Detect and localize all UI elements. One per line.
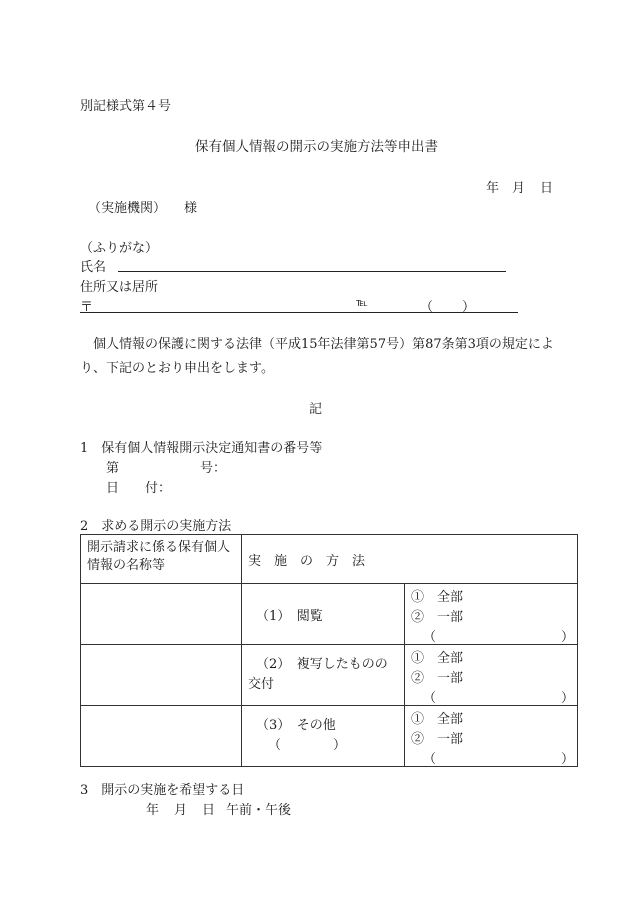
method-table: [80, 534, 578, 767]
section3-title: 3 開示の実施を希望する日: [80, 783, 245, 798]
tel-paren-close: ）: [462, 300, 476, 315]
method-label: （1） 閲覧: [256, 608, 323, 624]
section1-number-prefix: 第: [106, 461, 120, 476]
addressee-honorific: 様: [184, 201, 198, 216]
option-paren-open: （: [423, 691, 437, 706]
section2-title: 2 求める開示の実施方法: [80, 519, 232, 534]
name-underline: [118, 271, 506, 272]
address-label: 住所又は居所: [80, 280, 159, 295]
option-all[interactable]: ① 全部: [411, 712, 464, 727]
date-day: 日: [540, 181, 554, 196]
option-part[interactable]: ② 一部: [411, 610, 464, 625]
postal-mark: 〒: [80, 300, 94, 315]
option-cell: [405, 645, 578, 706]
option-all[interactable]: ① 全部: [411, 590, 464, 605]
section3-year: 年: [146, 803, 160, 818]
method-cell: [242, 706, 405, 767]
name-entry-cell[interactable]: [81, 706, 242, 767]
method-label-extra: 交付: [248, 677, 275, 692]
furigana-label: （ふりがな）: [80, 241, 159, 256]
name-entry-cell[interactable]: [81, 645, 242, 706]
name-entry-cell[interactable]: [81, 584, 242, 645]
section3-day: 日: [202, 803, 216, 818]
table-row: [81, 706, 578, 767]
ki-heading: 記: [309, 402, 323, 417]
method-label: （3） その他: [256, 718, 336, 733]
method-cell: [242, 584, 405, 645]
address-underline: [80, 312, 518, 313]
tel-paren-open: （: [420, 300, 434, 315]
table-header-row: [81, 535, 578, 584]
section3-month: 月: [174, 803, 188, 818]
body-paragraph: 個人情報の保護に関する法律（平成15年法律第57号）第87条第3項の規定により、下記のとおり申出をします。: [80, 337, 554, 376]
method-label: （2） 複写したものの: [256, 657, 388, 672]
table-row: [81, 645, 578, 706]
form-title: 保有個人情報の開示の実施方法等申出書: [195, 139, 438, 155]
date-year: 年: [486, 181, 500, 196]
option-cell: [405, 706, 578, 767]
addressee-org: （実施機関）: [88, 201, 167, 216]
header-name-cell: 開示請求に係る保有個人情報の名称等: [81, 535, 242, 584]
option-cell: [405, 584, 578, 645]
method-cell: [242, 645, 405, 706]
section1-date-label: 日 付：: [106, 481, 172, 496]
option-all[interactable]: ① 全部: [411, 651, 464, 666]
option-part[interactable]: ② 一部: [411, 732, 464, 747]
header-method-cell: 実 施 の 方 法: [242, 535, 578, 584]
section1-title: 1 保有個人情報開示決定通知書の番号等: [80, 441, 323, 456]
section3-ampm: 午前・午後: [226, 803, 292, 818]
method-label-extra: （ ）: [268, 738, 347, 753]
option-paren-close: ）: [561, 630, 575, 645]
option-paren-close: ）: [561, 752, 575, 767]
option-paren-open: （: [423, 630, 437, 645]
tel-mark: ℡: [356, 296, 368, 309]
form-code: 別記様式第４号: [80, 99, 172, 114]
table-row: [81, 584, 578, 645]
date-month: 月: [512, 181, 526, 196]
option-part[interactable]: ② 一部: [411, 671, 464, 686]
section1-number-suffix: 号：: [200, 461, 227, 476]
name-label: 氏名: [80, 260, 107, 275]
option-paren-open: （: [423, 752, 437, 767]
option-paren-close: ）: [561, 691, 575, 706]
